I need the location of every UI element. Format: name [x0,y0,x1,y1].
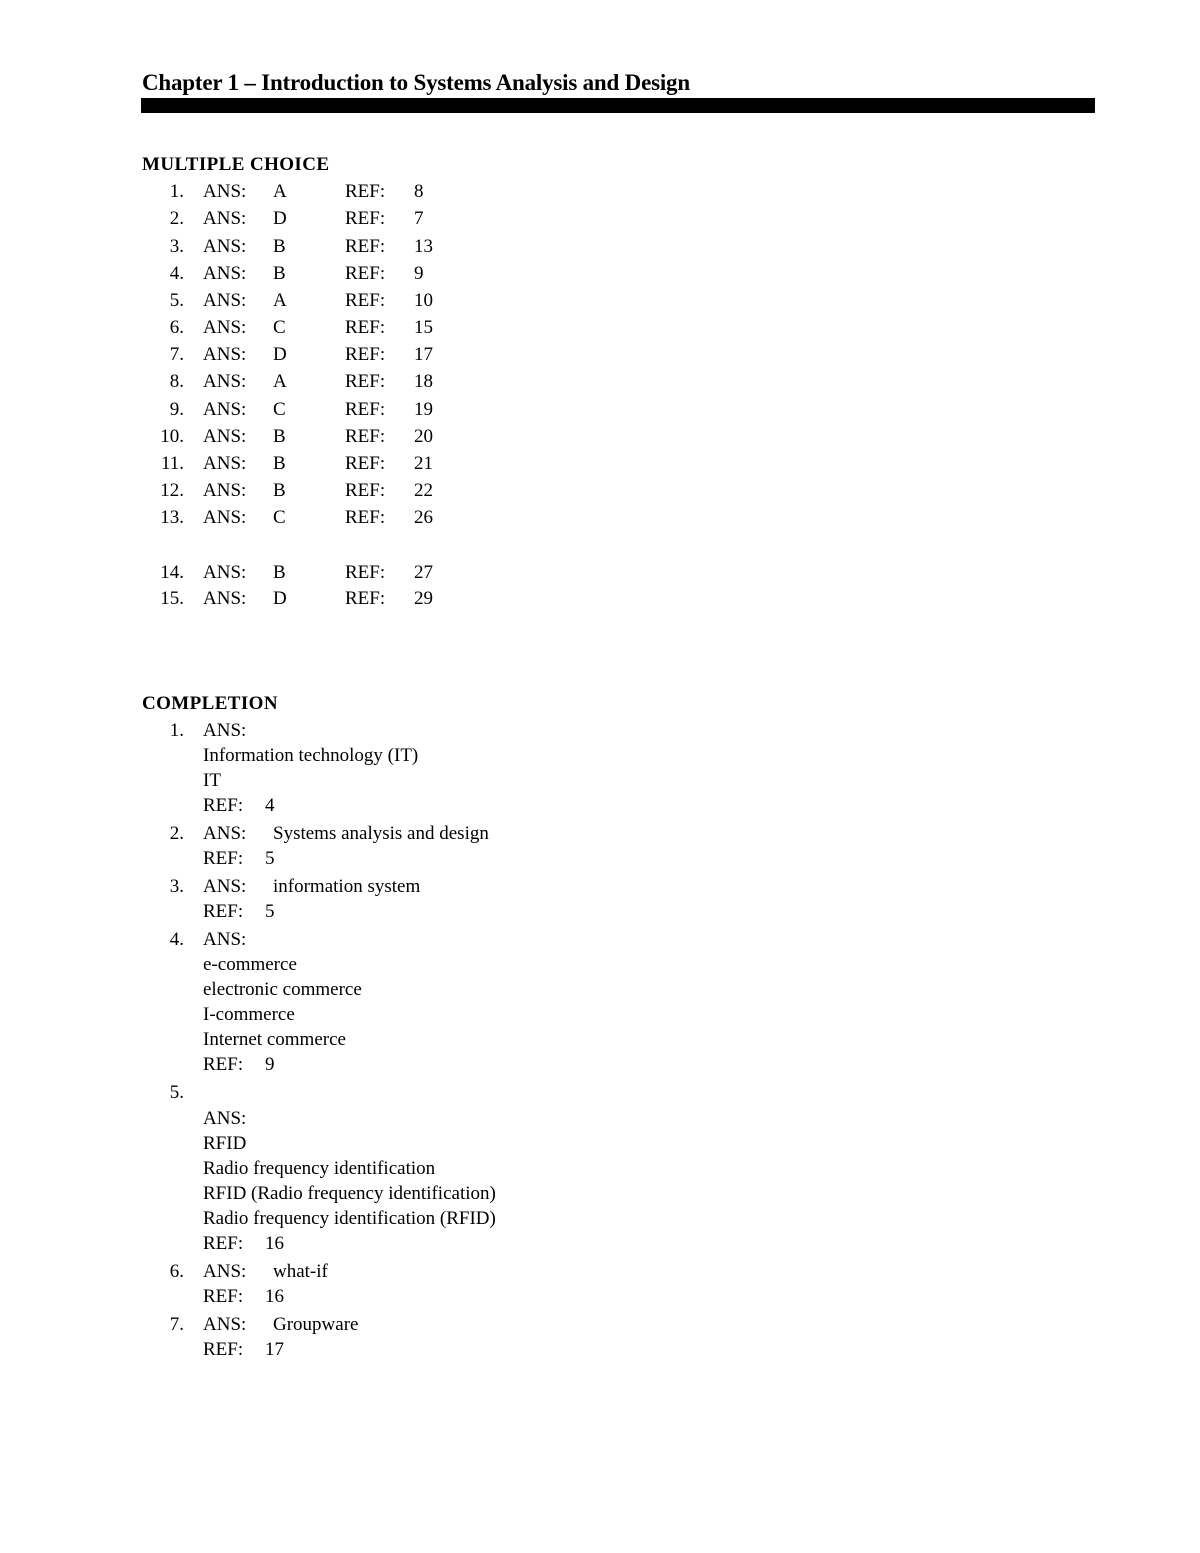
ref-label: REF: [203,1339,244,1360]
question-number: 10. [160,426,184,447]
ref-label: REF: [203,1054,244,1075]
ans-label: ANS: [203,344,247,365]
ref-value: 15 [414,317,433,338]
question-number: 12. [160,480,184,501]
answer-line: Radio frequency identification (RFID) [203,1208,496,1229]
ans-label: ANS: [203,181,247,202]
ref-value: 19 [414,399,433,420]
ref-value: 26 [414,507,433,528]
ref-value: 5 [265,848,275,869]
answer-value: B [273,426,286,447]
answer-line: e-commerce [203,954,297,975]
ans-label: ANS: [203,290,247,311]
ans-label: ANS: [203,263,247,284]
answer-line: RFID (Radio frequency identification) [203,1183,496,1204]
ref-value: 22 [414,480,433,501]
ref-value: 10 [414,290,433,311]
answer-value: information system [273,876,421,897]
question-number: 7. [169,1314,184,1335]
ref-label: REF: [203,848,244,869]
ans-label: ANS: [203,426,247,447]
question-number: 14. [160,562,184,583]
question-number: 11. [160,453,184,474]
ref-value: 8 [414,181,424,202]
ref-value: 29 [414,588,433,609]
ans-label: ANS: [203,588,247,609]
answer-value: C [273,507,286,528]
ans-label: ANS: [203,876,247,897]
answer-line: Internet commerce [203,1029,346,1050]
ref-value: 17 [414,344,433,365]
question-number: 13. [160,507,184,528]
ans-label: ANS: [203,1108,247,1129]
ref-label: REF: [345,236,386,257]
answer-value: A [273,290,287,311]
ref-value: 4 [265,795,275,816]
answer-value: Systems analysis and design [273,823,489,844]
answer-value: A [273,371,287,392]
answer-value: Groupware [273,1314,359,1335]
ref-label: REF: [345,588,386,609]
page-title: Chapter 1 – Introduction to Systems Analysis and Design [142,70,690,95]
question-number: 9. [169,399,184,420]
ref-label: REF: [345,181,386,202]
answer-value: B [273,263,286,284]
ans-label: ANS: [203,317,247,338]
ans-label: ANS: [203,371,247,392]
ref-value: 17 [265,1339,284,1360]
ref-value: 18 [414,371,433,392]
ref-label: REF: [345,208,386,229]
ref-label: REF: [345,480,386,501]
ans-label: ANS: [203,1261,247,1282]
question-number: 5. [169,1082,184,1103]
question-number: 7. [169,344,184,365]
ref-value: 9 [265,1054,275,1075]
answer-value: C [273,317,286,338]
answer-value: D [273,344,287,365]
ref-value: 16 [265,1286,284,1307]
answer-value: C [273,399,286,420]
ans-label: ANS: [203,480,247,501]
ref-value: 9 [414,263,424,284]
ref-label: REF: [345,344,386,365]
ref-label: REF: [345,453,386,474]
multiple-choice-heading: MULTIPLE CHOICE [142,154,330,175]
ref-label: REF: [345,426,386,447]
question-number: 6. [169,1261,184,1282]
answer-value: B [273,480,286,501]
question-number: 15. [160,588,184,609]
ref-label: REF: [345,399,386,420]
ref-value: 13 [414,236,433,257]
question-number: 4. [169,929,184,950]
ans-label: ANS: [203,399,247,420]
ans-label: ANS: [203,929,247,950]
ans-label: ANS: [203,208,247,229]
ref-label: REF: [203,901,244,922]
ref-label: REF: [203,795,244,816]
answer-value: B [273,453,286,474]
ans-label: ANS: [203,236,247,257]
answer-value: A [273,181,287,202]
ref-value: 27 [414,562,433,583]
ans-label: ANS: [203,823,247,844]
question-number: 3. [169,876,184,897]
answer-line: Radio frequency identification [203,1158,436,1179]
question-number: 2. [169,823,184,844]
ans-label: ANS: [203,453,247,474]
question-number: 8. [169,371,184,392]
ref-label: REF: [203,1286,244,1307]
answer-value: what-if [273,1261,328,1282]
ref-label: REF: [345,317,386,338]
ref-label: REF: [345,371,386,392]
answer-line: Information technology (IT) [203,745,419,766]
question-number: 6. [169,317,184,338]
answer-value: B [273,236,286,257]
ref-label: REF: [203,1233,244,1254]
ref-label: REF: [345,507,386,528]
answer-line: IT [203,770,221,791]
question-number: 2. [169,208,184,229]
question-number: 4. [169,263,184,284]
ans-label: ANS: [203,562,247,583]
ref-label: REF: [345,263,386,284]
question-number: 3. [169,236,184,257]
ref-value: 20 [414,426,433,447]
ans-label: ANS: [203,720,247,741]
ref-value: 16 [265,1233,284,1254]
completion-heading: COMPLETION [142,693,278,714]
ref-value: 5 [265,901,275,922]
answer-value: D [273,588,287,609]
ans-label: ANS: [203,507,247,528]
ref-value: 7 [414,208,424,229]
answer-line: electronic commerce [203,979,362,1000]
answer-value: D [273,208,287,229]
ref-label: REF: [345,290,386,311]
ref-label: REF: [345,562,386,583]
ref-value: 21 [414,453,433,474]
answer-line: I-commerce [203,1004,295,1025]
answer-value: B [273,562,286,583]
question-number: 1. [169,181,184,202]
title-rule [141,98,1095,113]
question-number: 5. [169,290,184,311]
answer-line: RFID [203,1133,247,1154]
question-number: 1. [169,720,184,741]
ans-label: ANS: [203,1314,247,1335]
